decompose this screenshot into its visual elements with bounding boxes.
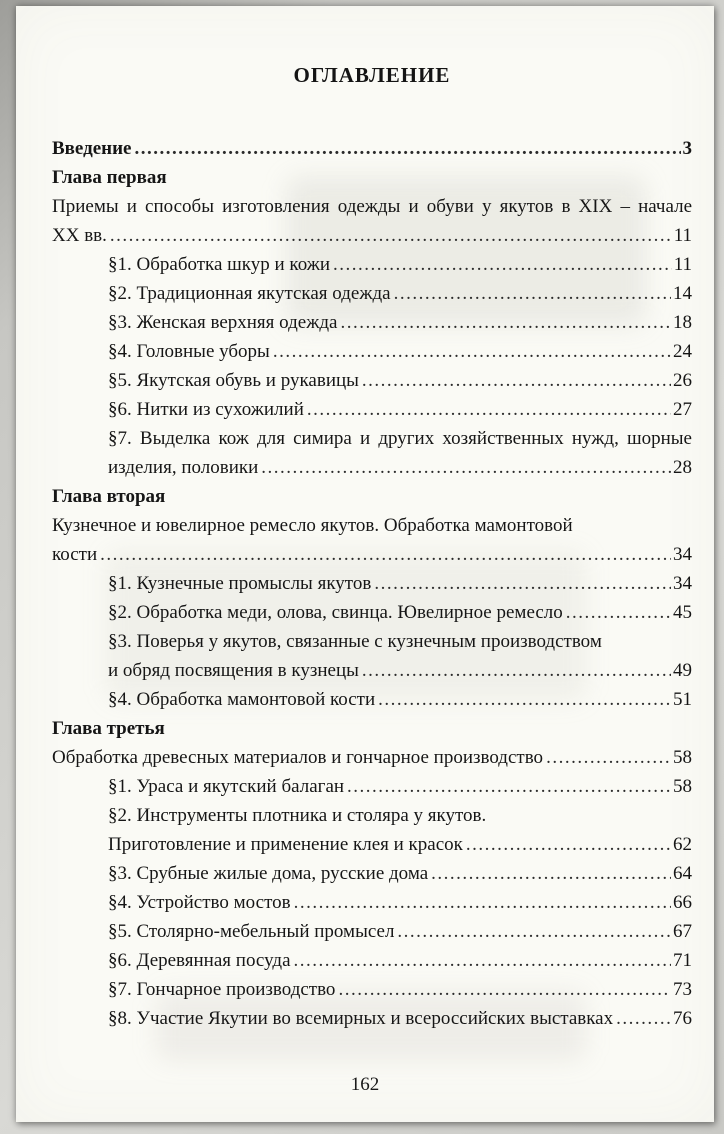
toc-entry-page-number: 49 [673,660,692,681]
toc-line [52,395,692,424]
toc-entry-text: Приемы и способы изготовления одежды и обуви у якутов в XIX – начале [52,196,692,217]
toc-entry-page-number: 11 [673,254,692,275]
toc-entry-text: §5. Столярно-мебельный промысел [108,921,395,942]
toc-entry-text: Глава первая [52,167,167,188]
toc-entry-page-number: 24 [673,341,692,362]
dot-leader [338,975,671,1004]
dot-leader [394,279,671,308]
toc-line [52,830,692,859]
toc-line [52,134,692,163]
toc-line [52,598,692,627]
toc-entry-page-number: 73 [673,979,692,1000]
dot-leader [333,250,672,279]
dot-leader [307,395,671,424]
toc-entry-text: §3. Женская верхняя одежда [108,312,338,333]
toc-line [52,279,692,308]
dot-leader [374,569,671,598]
toc-line [52,743,692,772]
dot-leader [466,830,671,859]
dot-leader [273,337,671,366]
toc-line [52,366,692,395]
toc-entry-page-number: 26 [673,370,692,391]
toc-entry-page-number: 18 [673,312,692,333]
toc-line [52,946,692,975]
toc-entry-page-number: 71 [673,950,692,971]
toc-line [52,453,692,482]
page-number: 162 [350,1074,380,1095]
toc-line [52,975,692,1004]
toc-entry-text: §1. Кузнечные промыслы якутов [108,573,372,594]
dot-leader [261,453,671,482]
toc-line [52,772,692,801]
toc-entry-text: §4. Головные уборы [108,341,270,362]
toc-line [52,859,692,888]
toc-entry-page-number: 27 [673,399,692,420]
toc-entry-page-number: 51 [673,689,692,710]
toc-entry-text: изделия, половики [108,457,259,478]
toc-entry-page-number: 64 [673,863,692,884]
toc-entry-page-number: 45 [673,602,692,623]
toc-entry-page-number: 58 [673,747,692,768]
toc-entry-text: §2. Обработка меди, олова, свинца. Ювелирное ремесло [108,602,563,623]
toc-entry-page-number: 3 [682,138,692,159]
toc-entry-page-number: 62 [673,834,692,855]
dot-leader [546,743,671,772]
toc-line [52,192,692,221]
dot-leader [431,859,671,888]
toc-line [52,627,692,656]
dot-leader [347,772,671,801]
toc-entry-page-number: 11 [673,225,692,246]
toc-line [52,569,692,598]
toc-entry-text: §2. Традиционная якутская одежда [108,283,391,304]
toc-line [52,917,692,946]
toc-line [52,540,692,569]
scanned-book-page [16,6,714,1122]
toc-line [52,1004,692,1033]
toc-line [52,714,692,743]
dot-leader [362,366,671,395]
toc-entry-text: §7. Выделка кож для симира и других хозяйственных нужд, шорные [108,428,692,449]
dot-leader [616,1004,671,1033]
toc-entry-text: Введение [52,138,132,159]
toc-line [52,163,692,192]
toc-line [52,424,692,453]
dot-leader [362,656,671,685]
toc-line [52,221,692,250]
dot-leader [294,946,671,975]
toc-entry-text: Обработка древесных материалов и гончарное производство [52,747,544,768]
dot-leader [397,917,671,946]
dot-leader [340,308,671,337]
toc-entry-text: §7. Гончарное производство [108,979,336,1000]
toc-entry-text: §4. Устройство мостов [108,892,291,913]
toc-entry-page-number: 76 [673,1008,692,1029]
toc-entry-page-number: 67 [673,921,692,942]
toc-entry-text: Глава третья [52,718,165,739]
dot-leader [294,888,671,917]
toc-entry-page-number: 66 [673,892,692,913]
toc-entry-text: §8. Участие Якутии во всемирных и всероссийских выставках [108,1008,614,1029]
toc-line [52,801,692,830]
toc-entry-text: §3. Срубные жилые дома, русские дома [108,863,429,884]
toc-line [52,685,692,714]
toc-line [52,482,692,511]
toc-entry-page-number: 34 [673,544,692,565]
toc-entry-text: §2. Инструменты плотника и столяра у якутов. [108,805,487,826]
dot-leader [100,540,671,569]
toc-list [52,134,692,1033]
toc-entry-text: §6. Нитки из сухожилий [108,399,304,420]
toc-entry-text: Глава вторая [52,486,166,507]
toc-entry-text: и обряд посвящения в кузнецы [108,660,359,681]
toc-entry-text: §6. Деревянная посуда [108,950,291,971]
toc-entry-page-number: 34 [673,573,692,594]
dot-leader [378,685,671,714]
dot-leader [110,221,672,250]
toc-entry-page-number: 28 [673,457,692,478]
toc-line [52,308,692,337]
toc-entry-text: §3. Поверья у якутов, связанные с кузнечным производством [108,631,602,652]
toc-line [52,337,692,366]
toc-title: ОГЛАВЛЕНИЕ [293,63,451,87]
toc-entry-page-number: 58 [673,776,692,797]
toc-entry-text: §1. Ураса и якутский балаган [108,776,345,797]
toc-entry-page-number: 14 [673,283,692,304]
toc-entry-text: Приготовление и применение клея и красок [108,834,463,855]
toc-entry-text: кости [52,544,98,565]
toc-entry-text: §1. Обработка шкур и кожи [108,254,331,275]
dot-leader [135,134,681,163]
toc-entry-text: §5. Якутская обувь и рукавицы [108,370,359,391]
toc-entry-text: §4. Обработка мамонтовой кости [108,689,376,710]
toc-line [52,511,692,540]
dot-leader [566,598,671,627]
toc-line [52,250,692,279]
toc-entry-text: Кузнечное и ювелирное ремесло якутов. Обработка мамонтовой [52,515,573,536]
toc-line [52,888,692,917]
toc-entry-text: ХХ вв. [52,225,107,246]
toc-line [52,656,692,685]
page-content [16,6,714,1122]
